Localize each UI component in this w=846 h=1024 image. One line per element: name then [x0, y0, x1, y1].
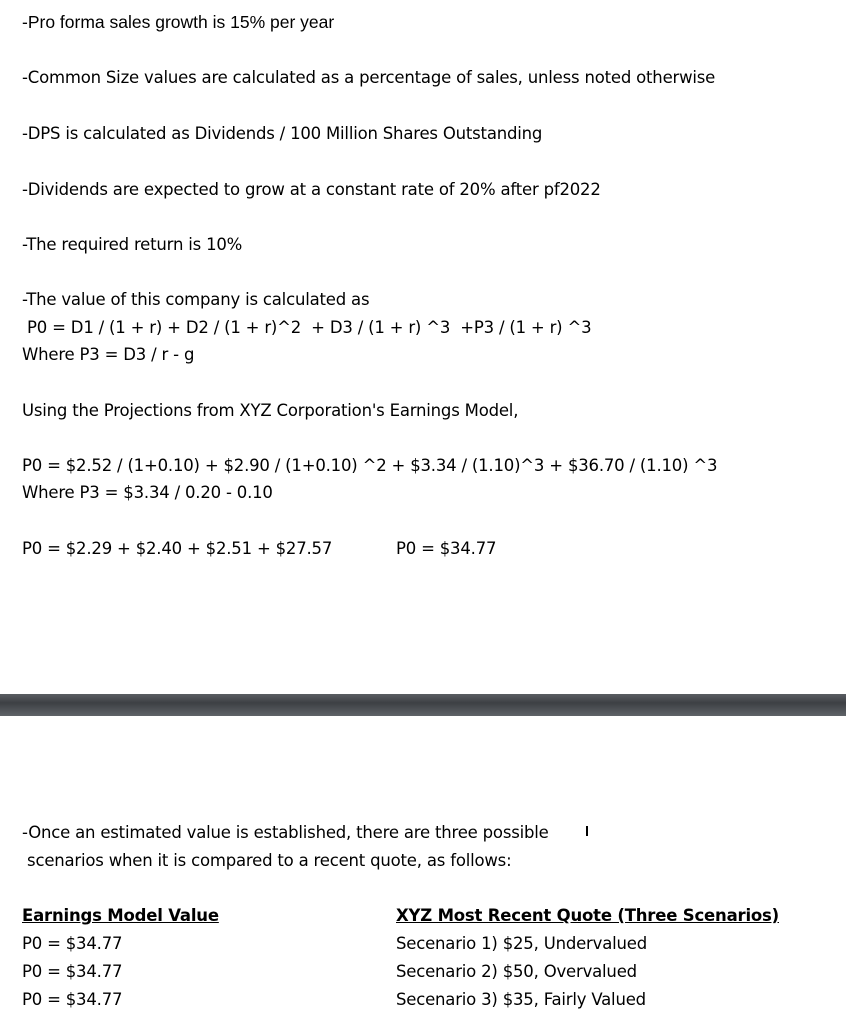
- valuation-formula: P0 = D1 / (1 + r) + D2 / (1 + r)^2 + D3 / (1 + r) ^3 +P3 / (1 + r) ^3: [22, 318, 592, 337]
- present-value-sum: P0 = $2.29 + $2.40 + $2.51 + $27.57: [22, 539, 333, 558]
- page-divider: [0, 694, 846, 716]
- clipped-glyph: [586, 826, 588, 836]
- present-value-result: P0 = $34.77: [396, 539, 497, 558]
- note-dividends: -Dividends are expected to grow at a constant rate of 20% after pf2022: [22, 180, 601, 199]
- note-dps: -DPS is calculated as Dividends / 100 Million Shares Outstanding: [22, 124, 543, 143]
- terminal-price-formula: Where P3 = D3 / r - g: [22, 345, 195, 364]
- quote-scenario-3: Secenario 3) $35, Fairly Valued: [396, 990, 646, 1009]
- quote-scenario-1: Secenario 1) $25, Undervalued: [396, 934, 647, 953]
- earnings-value-row-3: P0 = $34.77: [22, 990, 123, 1009]
- note-projections: Using the Projections from XYZ Corporation's Earnings Model,: [22, 401, 519, 420]
- quote-scenario-2: Secenario 2) $50, Overvalued: [396, 962, 637, 981]
- terminal-price-calculation: Where P3 = $3.34 / 0.20 - 0.10: [22, 483, 273, 502]
- note-sales-growth: -Pro forma sales growth is 15% per year: [22, 12, 335, 32]
- scenarios-intro-line2: scenarios when it is compared to a recent quote, as follows:: [22, 851, 512, 870]
- note-required-return: -The required return is 10%: [22, 235, 243, 254]
- scenarios-intro-line1: -Once an estimated value is established, there are three possible: [22, 823, 549, 842]
- earnings-value-header: Earnings Model Value: [22, 906, 219, 925]
- valuation-calculation: P0 = $2.52 / (1+0.10) + $2.90 / (1+0.10) ^2 + $3.34 / (1.10)^3 + $36.70 / (1.10) ^3: [22, 456, 718, 475]
- recent-quote-header: XYZ Most Recent Quote (Three Scenarios): [396, 906, 779, 925]
- earnings-value-row-1: P0 = $34.77: [22, 934, 123, 953]
- earnings-value-row-2: P0 = $34.77: [22, 962, 123, 981]
- note-common-size: -Common Size values are calculated as a percentage of sales, unless noted otherwise: [22, 68, 716, 87]
- note-value-intro: -The value of this company is calculated as: [22, 290, 370, 309]
